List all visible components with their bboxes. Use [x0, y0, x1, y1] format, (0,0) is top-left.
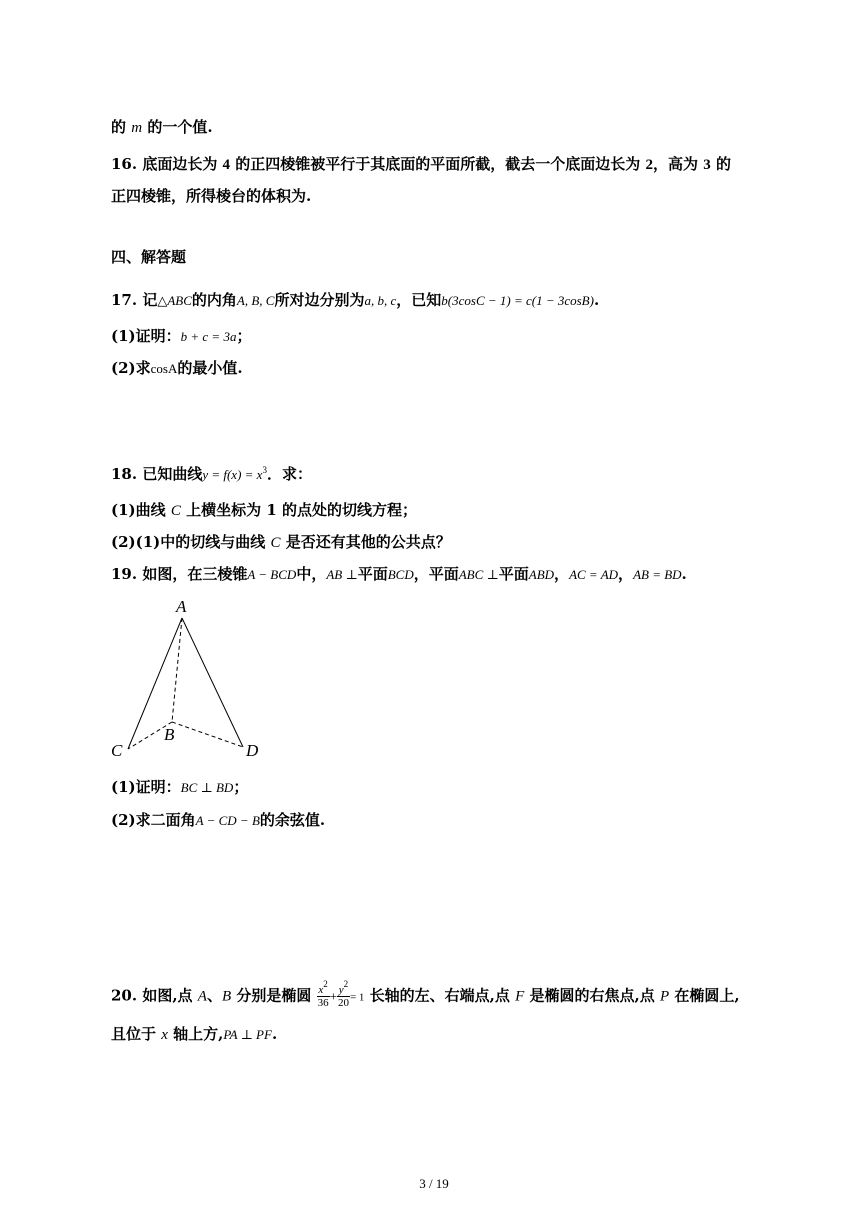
text-segment: ；	[233, 778, 249, 796]
math-variable: C	[170, 503, 181, 519]
text-segment: (2)求	[111, 359, 151, 377]
text-segment: (2)(1)中的切线与曲线	[111, 533, 271, 551]
text-segment: 的	[111, 118, 127, 136]
text-segment: 平面	[498, 565, 529, 583]
text-segment: 轴上方,	[167, 1025, 224, 1043]
math-variable: y	[338, 984, 344, 996]
text-segment: 18. 已知曲线	[111, 465, 203, 483]
math-exponent: 2	[323, 979, 328, 989]
math-equation: b + c = 3a	[180, 329, 237, 344]
question-20-line-1	[111, 979, 740, 1009]
question-17-part-2	[111, 358, 243, 379]
section-heading: 四、解答题	[111, 248, 187, 266]
math-expression: △ABC	[157, 293, 192, 308]
text-segment: ；	[236, 327, 252, 345]
question-20-line-2	[111, 1024, 277, 1045]
text-segment: ，已知	[396, 291, 442, 309]
text-segment: 19. 如图，在三棱锥	[111, 565, 248, 583]
math-exponent: 2	[343, 979, 349, 989]
question-19-part-1	[111, 777, 248, 798]
question-16-line-2	[111, 186, 311, 206]
question-18-part-1	[111, 500, 417, 521]
text-segment: 平面	[357, 565, 388, 583]
text-line-q15-end	[111, 117, 213, 138]
math-variable: A	[197, 988, 207, 1005]
math-variable: x	[318, 984, 324, 996]
text-segment: .	[271, 1025, 278, 1043]
edge-bd-hidden	[172, 722, 243, 747]
math-exponent: 3	[262, 465, 267, 475]
text-segment: (1)证明：	[111, 778, 181, 796]
text-segment: 的余弦值.	[259, 811, 326, 829]
question-19-line-1	[111, 564, 687, 585]
vertex-label-a: A	[176, 597, 187, 616]
text-segment: 是否还有其他的公共点？	[280, 533, 451, 551]
question-17-line-1	[111, 290, 599, 311]
math-expression: ABC ⊥	[458, 567, 499, 582]
text-segment: 的正四棱锥被平行于其底面的平面所截，截去一个底面边长为	[230, 155, 646, 173]
text-segment: 上横坐标为 1 的点处的切线方程；	[180, 501, 417, 519]
text-segment: 是椭圆的右焦点,点	[524, 986, 660, 1005]
vertex-label-d: D	[246, 741, 259, 760]
question-18-line-1	[111, 464, 312, 485]
number: 4	[222, 157, 231, 173]
number: 2	[645, 157, 653, 173]
math-operator: +	[329, 988, 337, 1004]
text-segment: 的内角	[191, 291, 237, 309]
math-expression: PA ⊥ PF	[223, 1027, 272, 1042]
math-expression: A − CD − B	[195, 813, 260, 828]
math-variable: m	[131, 120, 143, 136]
math-expression: BC ⊥ BD	[180, 780, 234, 795]
math-equation: AC = AD	[569, 567, 619, 582]
math-variable: P	[659, 988, 670, 1005]
text-segment: (2)求二面角	[111, 811, 196, 829]
text-segment: (1)曲线	[111, 501, 171, 519]
text-segment: ，平面	[413, 565, 459, 583]
text-segment: 的一个值.	[147, 118, 213, 136]
math-variable: x	[161, 1027, 168, 1043]
text-segment: 且位于	[111, 1025, 162, 1043]
math-variable: B	[221, 988, 232, 1005]
text-segment: 长轴的左、右端点,点	[369, 986, 516, 1005]
question-17-part-1	[111, 326, 251, 347]
text-segment: 所对边分别为	[274, 291, 365, 309]
text-segment: 分别是椭圆	[231, 986, 312, 1005]
math-equation: y = f(x) = x	[202, 467, 263, 482]
edge-ab-hidden	[172, 618, 182, 722]
math-expression: A − BCD	[247, 567, 297, 582]
fraction-y-squared-over-20	[337, 979, 350, 1009]
text-segment: ，高为	[653, 155, 704, 173]
question-16-line-1	[111, 154, 731, 175]
math-expression: cosA	[150, 361, 178, 376]
math-expression: ABD	[528, 567, 555, 582]
math-expression: AB ⊥	[326, 567, 358, 582]
edge-ad	[182, 618, 243, 747]
text-segment: .	[681, 565, 687, 583]
number: 3	[703, 157, 711, 173]
page-number: 3 / 19	[419, 1176, 449, 1191]
math-expression: A, B, C	[236, 293, 275, 308]
text-segment: ，	[554, 565, 570, 583]
fraction-x-squared-over-36	[317, 979, 330, 1009]
text-segment: ，	[618, 565, 634, 583]
vertex-label-b: B	[164, 725, 175, 744]
text-segment: 、	[206, 986, 222, 1005]
text-segment: .	[593, 291, 600, 309]
math-equals-one: = 1	[349, 991, 365, 1004]
text-segment: 正四棱锥，所得棱台的体积为.	[111, 187, 312, 205]
text-segment: (1)证明：	[111, 327, 181, 345]
math-variable: F	[515, 988, 525, 1005]
text-segment: 16. 底面边长为	[111, 155, 223, 173]
vertex-label-c: C	[111, 741, 123, 760]
text-segment: 的	[710, 155, 731, 173]
question-18-part-2	[111, 532, 451, 553]
math-denominator: 20	[337, 997, 349, 1009]
text-segment: 17. 记	[111, 291, 158, 309]
text-segment: ．求：	[266, 465, 312, 483]
math-variable: C	[270, 535, 281, 551]
text-segment: 在椭圆上,	[669, 986, 740, 1005]
math-equation: b(3cosC − 1) = c(1 − 3cosB)	[441, 293, 594, 308]
math-equation: AB = BD	[633, 567, 682, 582]
math-denominator: 36	[317, 997, 329, 1009]
pyramid-figure	[105, 594, 275, 764]
text-segment: 20. 如图,点	[111, 986, 198, 1005]
math-expression: a, b, c	[364, 293, 397, 308]
text-segment: 的最小值.	[177, 359, 243, 377]
question-19-part-2	[111, 810, 325, 831]
text-segment: 中，	[296, 565, 327, 583]
math-expression: BCD	[387, 567, 414, 582]
